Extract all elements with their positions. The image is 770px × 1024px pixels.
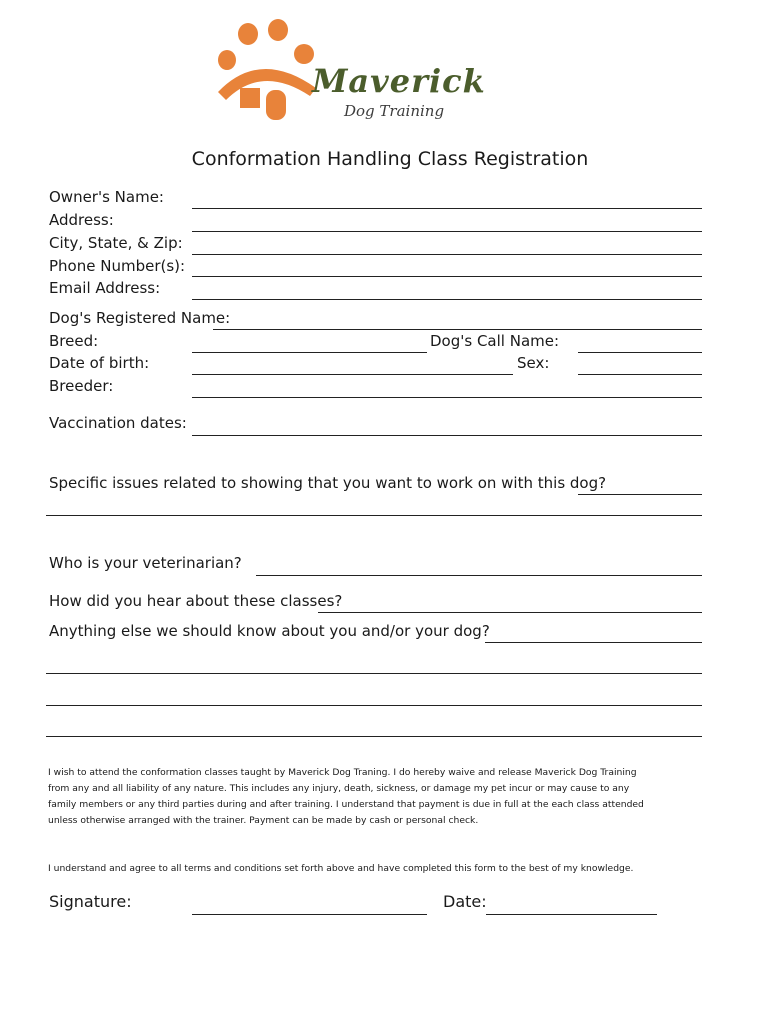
sex-label: Sex: — [517, 354, 550, 372]
email-field[interactable] — [192, 299, 702, 300]
owner-name-field[interactable] — [192, 208, 702, 209]
vaccination-dates-field[interactable] — [192, 435, 702, 436]
anything-else-line-3[interactable] — [46, 705, 702, 706]
address-label: Address: — [49, 211, 114, 229]
waiver-line: I wish to attend the conformation classes taught by Maverick Dog Traning. I do hereby waive and release Maverick Dog Training — [48, 767, 637, 778]
owner-name-label: Owner's Name: — [49, 188, 164, 206]
heard-about-question: How did you hear about these classes? — [49, 592, 343, 610]
brand-name: Maverick — [312, 62, 486, 100]
waiver-line: family members or any third parties during and after training. I understand that payment is due in full at the each class attended — [48, 799, 644, 810]
email-label: Email Address: — [49, 279, 161, 297]
anything-else-field[interactable] — [485, 642, 702, 643]
dog-registered-name-field[interactable] — [213, 329, 702, 330]
city-state-zip-field[interactable] — [192, 254, 702, 255]
veterinarian-question: Who is your veterinarian? — [49, 554, 242, 572]
vaccination-dates-label: Vaccination dates: — [49, 414, 187, 432]
agreement-text: I understand and agree to all terms and conditions set forth above and have completed this form to the best of my knowledge. — [48, 863, 634, 874]
waiver-line: unless otherwise arranged with the trainer. Payment can be made by cash or personal check. — [48, 815, 479, 826]
veterinarian-field[interactable] — [256, 575, 702, 576]
signature-label: Signature: — [49, 892, 132, 911]
page-title: Conformation Handling Class Registration — [191, 148, 589, 170]
anything-else-line-2[interactable] — [46, 673, 702, 674]
issues-field-continued[interactable] — [46, 515, 702, 516]
date-field[interactable] — [486, 914, 657, 915]
brand-subtitle: Dog Training — [344, 102, 445, 120]
sex-field[interactable] — [578, 374, 702, 375]
date-of-birth-field[interactable] — [192, 374, 513, 375]
heard-about-field[interactable] — [318, 612, 702, 613]
phone-label: Phone Number(s): — [49, 257, 186, 275]
waiver-line: from any and all liability of any nature. This includes any injury, death, sickness, or damage my pet incur or may cause to any — [48, 783, 630, 794]
breeder-label: Breeder: — [49, 377, 114, 395]
call-name-field[interactable] — [578, 352, 702, 353]
city-state-zip-label: City, State, & Zip: — [49, 234, 183, 252]
breed-field[interactable] — [192, 352, 427, 353]
address-field[interactable] — [192, 231, 702, 232]
issues-question: Specific issues related to showing that you want to work on with this dog? — [49, 474, 607, 492]
call-name-label: Dog's Call Name: — [430, 332, 560, 350]
dog-registered-name-label: Dog's Registered Name: — [49, 309, 231, 327]
breeder-field[interactable] — [192, 397, 702, 398]
anything-else-question: Anything else we should know about you and/or your dog? — [49, 622, 490, 640]
date-label: Date: — [443, 892, 487, 911]
issues-field[interactable] — [578, 494, 702, 495]
date-of-birth-label: Date of birth: — [49, 354, 150, 372]
breed-label: Breed: — [49, 332, 99, 350]
phone-field[interactable] — [192, 276, 702, 277]
signature-field[interactable] — [192, 914, 427, 915]
anything-else-line-4[interactable] — [46, 736, 702, 737]
